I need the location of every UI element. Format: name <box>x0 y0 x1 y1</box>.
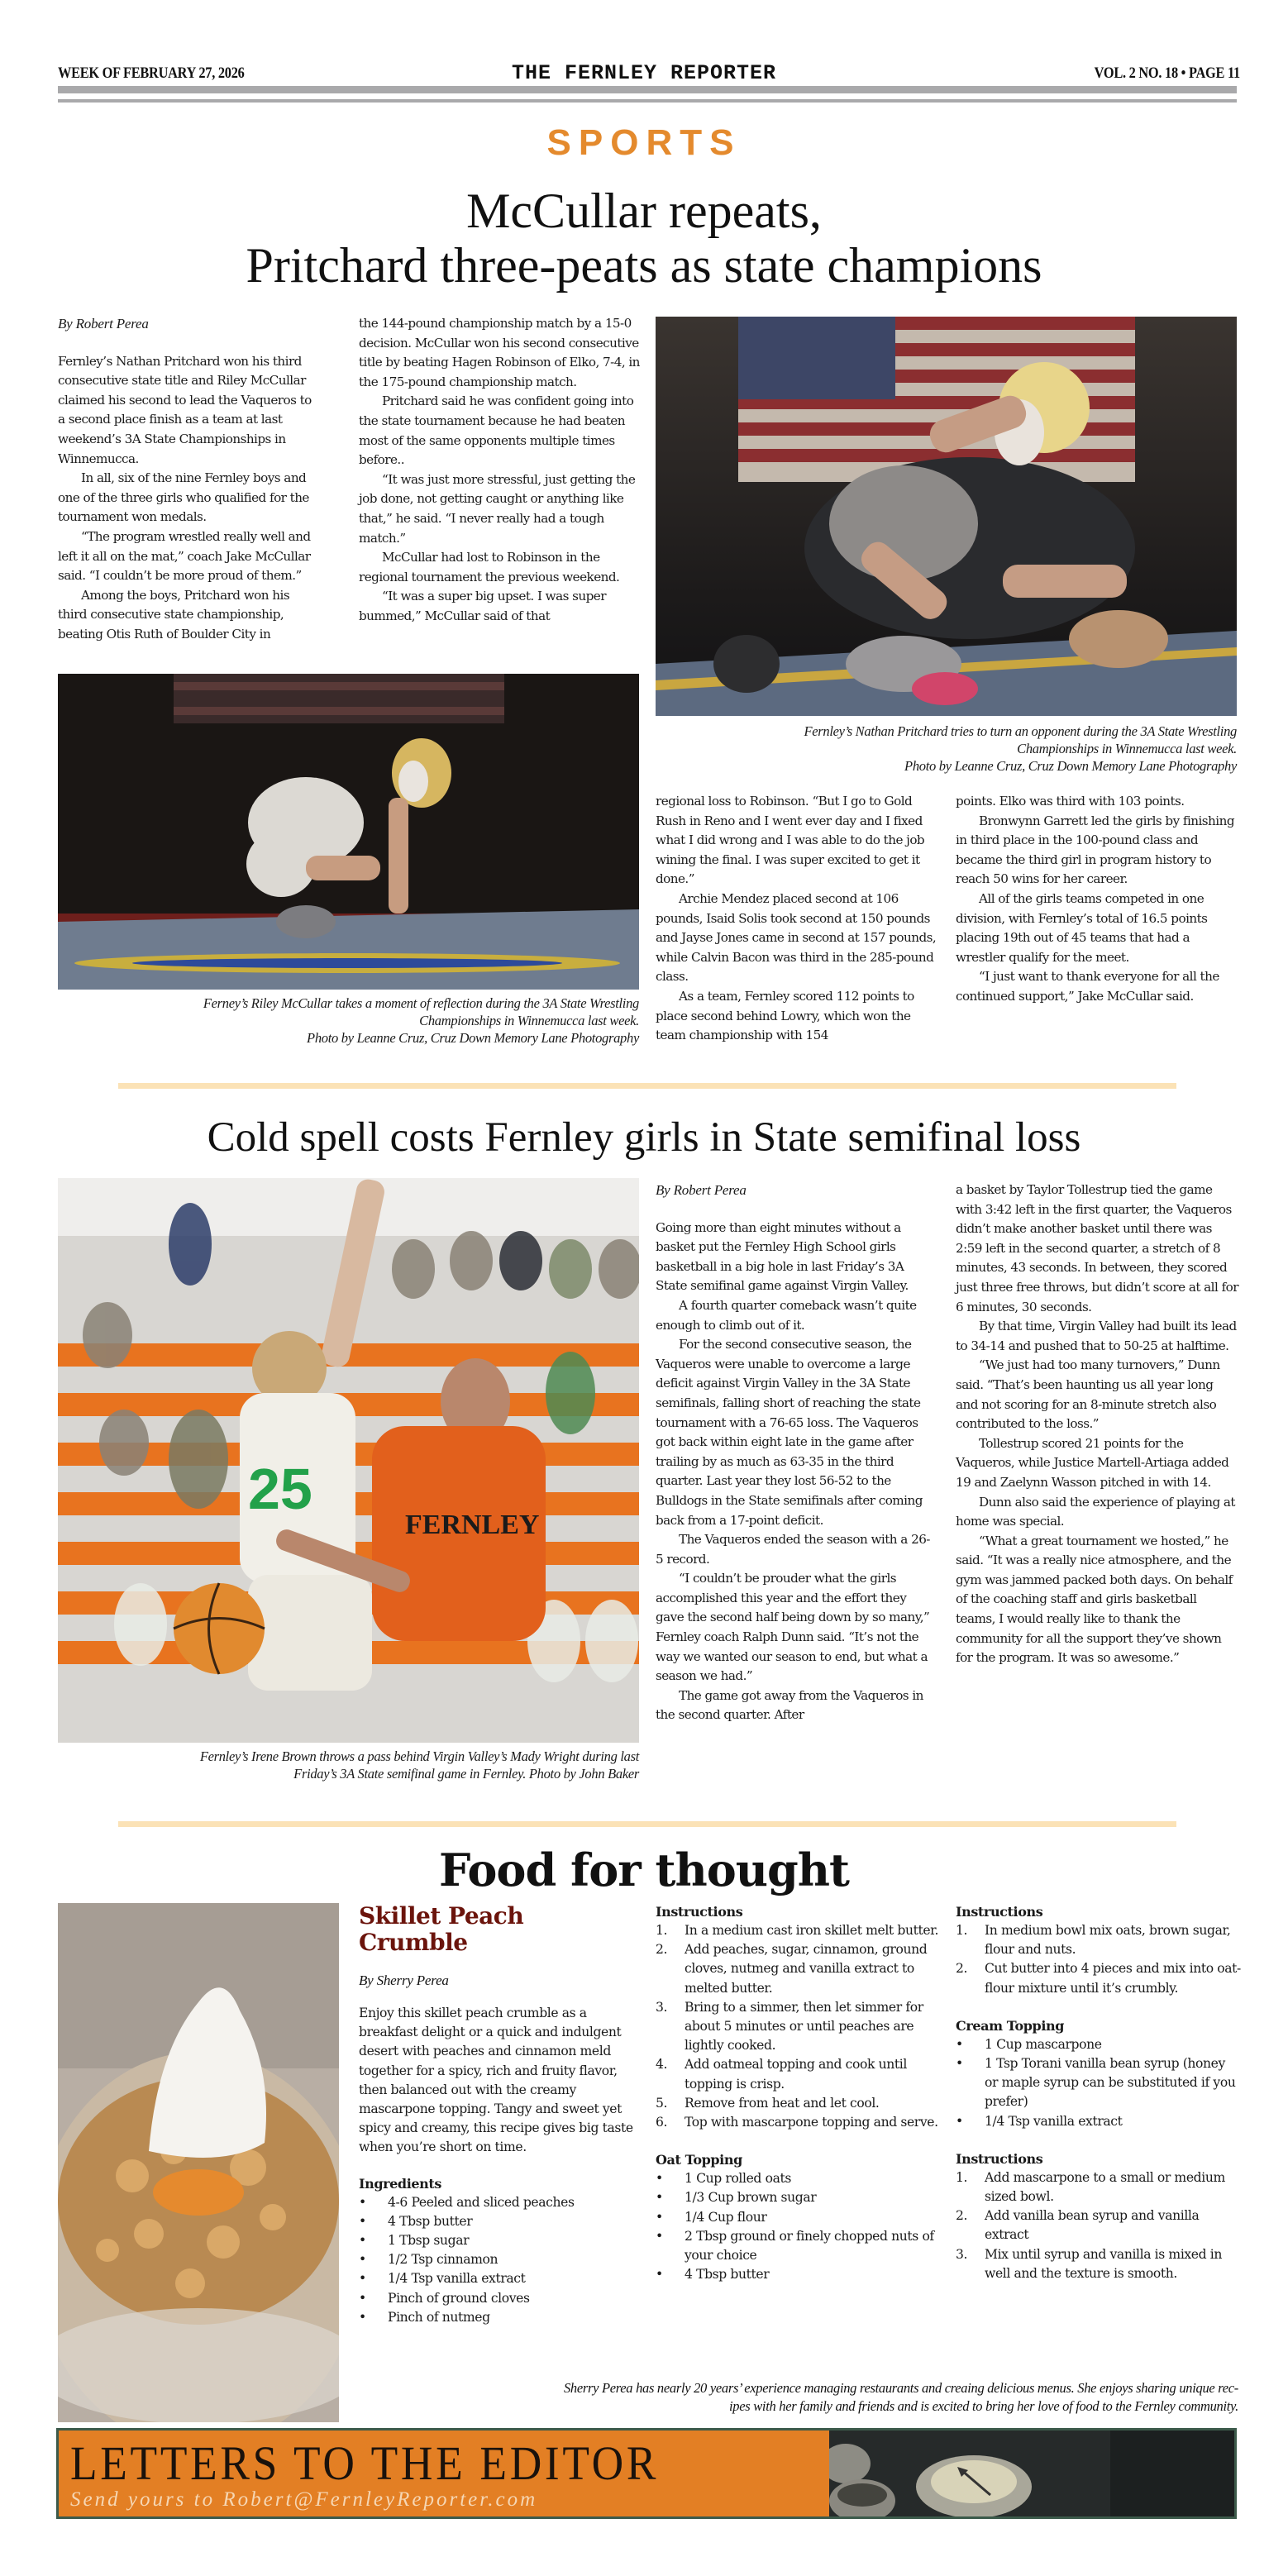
paragraph: As a team, Fernley scored 112 points to place second behind Lowry, which won the team championship with 154 <box>656 988 914 1043</box>
oat-item-text: 4 Tbsp butter <box>685 2267 770 2283</box>
paragraph: points. Elko was third with 103 points. <box>956 794 1185 809</box>
typewriter-keys-image <box>829 2431 1234 2516</box>
bullet-icon: • <box>359 2309 366 2325</box>
step-text: Mix until syrup and vanilla is mixed in well and the texture is smooth. <box>985 2246 1222 2281</box>
paragraph: Fernley’s Nathan Pritchard won his third consecutive state title and Riley McCullar claimed his second to lead the Vaqueros to a second place finish as a team at last weekend’s 3A State Championships in Winnemucca. <box>58 353 312 466</box>
cream-item <box>956 2112 1241 2131</box>
recipe-title-line: Crumble <box>359 1929 468 1956</box>
instructions-list <box>656 1921 941 2132</box>
article-column-2 <box>956 1181 1238 1668</box>
byline: By Robert Perea <box>656 1182 747 1198</box>
byline: By Sherry Perea <box>359 1973 449 1988</box>
bullet-icon: • <box>656 2267 663 2283</box>
paragraph: “What a great tournament we hosted,” he said. “It was a really nice atmosphere, and the gym was jammed packed both days. On behalf of the coaching staff and girls basketball teams, I would really like to thank the community for all the support they’ve shown for the program. It was so awesome.” <box>956 1533 1233 1666</box>
bullet-icon: • <box>656 2190 663 2206</box>
paragraph: The Vaqueros ended the season with a 26-5 record. <box>656 1532 930 1567</box>
oat-item <box>656 2188 941 2207</box>
ingredients-heading: Ingredients <box>359 2175 441 2192</box>
recipe-title-line: Skillet Peach <box>359 1902 524 1930</box>
instruction-step <box>956 2168 1241 2206</box>
instruction-step <box>656 2055 941 2093</box>
bullet-icon: • <box>359 2194 366 2210</box>
step-text: Cut butter into 4 pieces and mix into oat-flour mixture until it’s crumbly. <box>985 1961 1241 1996</box>
caption-line: Championships in Winnemucca last week. <box>1017 741 1237 756</box>
step-text: In a medium cast iron skillet melt butter. <box>685 1923 939 1938</box>
paragraph: “It was a super big upset. I was super bummed,” McCullar said of that <box>359 589 606 623</box>
recipe-intro: Enjoy this skillet peach crumble as a breakfast delight or a quick and indulgent desert with peaches and cinnamon meld together for a spicy, rich and fruity flavor, then balanced out with the creamy mascarpone topping. Tangy and sweet yet spicy and creamy, this recipe gives big taste when you’re short on time. <box>359 2006 633 2155</box>
ingredient-text: 4-6 Peeled and sliced peaches <box>388 2194 575 2210</box>
paragraph: “The program wrestled really well and left it all on the mat,” coach Jake McCullar said. “I couldn’t be more proud of them.” <box>58 528 311 584</box>
oat-item <box>656 2169 941 2188</box>
bullet-icon: • <box>359 2252 366 2268</box>
paragraph: a basket by Taylor Tollestrup tied the game with 3:42 left in the first quarter, the Vaqueros didn’t make another basket until there was 2:59 left in the second quarter, a stretch of 8 minutes, 43 seconds. In between, they scored just three free throws, but didn’t score at all for 6 minutes, 30 seconds. <box>956 1182 1238 1314</box>
oat-item <box>656 2265 941 2284</box>
step-number: 3. <box>656 1999 668 2015</box>
instruction-step <box>656 1940 941 1998</box>
step-number: 2. <box>956 1961 968 1977</box>
paragraph: “I couldn’t be prouder what the girls accomplished this year and the effort they gave the second half being down by so many,” Fernley coach Ralph Dunn said. “It’s not the way we wanted our season to end, but what a season we had.” <box>656 1571 930 1684</box>
step-number: 1. <box>656 1923 668 1938</box>
bullet-icon: • <box>359 2290 366 2306</box>
step-number: 2. <box>956 2208 968 2224</box>
ingredient-text: Pinch of ground cloves <box>388 2290 530 2306</box>
paragraph: All of the girls teams competed in one division, with Fernley’s total of 16.5 points placing 19th out of 45 teams that had a wrestler qualify for the meet. <box>956 890 1208 965</box>
paragraph: A fourth quarter comeback wasn’t quite enough to climb out of it. <box>656 1297 917 1333</box>
ingredient-item <box>359 2250 640 2269</box>
step-number: 5. <box>656 2095 668 2111</box>
recipe-column-1 <box>359 1903 640 2327</box>
ingredient-item <box>359 2193 640 2212</box>
article-column-2 <box>359 314 640 627</box>
recipe-column-3 <box>956 1902 1241 2283</box>
banner-title: LETTERS TO THE EDITOR <box>70 2436 660 2490</box>
photo-basketball <box>58 1178 639 1743</box>
step-text: Bring to a simmer, then let simmer for about 5 minutes or until peaches are lightly cooked. <box>685 1999 923 2054</box>
paragraph: Bronwynn Garrett led the girls by finishing in third place in the 100-pound class and became the third girl in program history to reach 50 wins for her career. <box>956 813 1234 887</box>
reflection-photo-image <box>58 674 639 990</box>
recipe-column-2 <box>656 1902 941 2284</box>
masthead-rule-thin <box>58 99 1237 103</box>
cream-item-text: 1/4 Tsp vanilla extract <box>985 2113 1123 2129</box>
issue-date: WEEK OF FEBRUARY 27, 2026 <box>58 64 245 82</box>
headline-line-1: McCullar repeats, <box>466 184 822 238</box>
step-text: Top with mascarpone topping and serve. <box>685 2115 938 2130</box>
caption-line: Photo by Leanne Cruz, Cruz Down Memory Lane Photography <box>307 1030 639 1046</box>
paragraph: Archie Mendez placed second at 106 pounds, Isaid Solis took second at 150 pounds and Jayse Jones came in second at 157 pounds, while Calvin Bacon was third in the 285-pound class. <box>656 890 937 985</box>
paragraph: Pritchard said he was confident going into the state tournament because he had beaten most of the same opponents multiple times before.. <box>359 394 634 468</box>
bullet-icon: • <box>656 2228 663 2244</box>
step-number: 4. <box>656 2057 668 2073</box>
article-column-1 <box>58 314 321 645</box>
masthead-rule-thick <box>58 86 1237 93</box>
author-bio <box>359 2379 1238 2416</box>
paragraph: Dunn also said the experience of playing at home was special. <box>956 1494 1235 1529</box>
paragraph: “It was just more stressful, just getting the job done, not getting caught or anything like that,” he said. “I never really had a tough match.” <box>359 471 636 546</box>
oat-item <box>656 2227 941 2265</box>
step-text: Remove from heat and let cool. <box>685 2095 880 2111</box>
caption-line: Championships in Winnemucca last week. <box>419 1013 639 1028</box>
cream-instructions-heading: Instructions <box>956 2150 1043 2167</box>
bullet-icon: • <box>359 2233 366 2249</box>
paragraph: regional loss to Robinson. “But I go to Gold Rush in Reno and I went ever day and I fixed what I did wrong and I was able to do the job wining the final. I was super excited to get it done.” <box>656 794 925 887</box>
ingredient-text: 1/2 Tsp cinnamon <box>388 2252 499 2268</box>
oat-topping-heading: Oat Topping <box>656 2152 742 2168</box>
wrestling-photo-image <box>656 317 1237 716</box>
instruction-step <box>656 1998 941 2056</box>
caption-line: Photo by Leanne Cruz, Cruz Down Memory Lane Photography <box>904 758 1237 774</box>
paragraph: “We just had too many turnovers,” Dunn said. “That’s been haunting us all year long and not scoring for an 8-minute stretch also contributed to the loss.” <box>956 1357 1220 1432</box>
cream-topping-list <box>956 2035 1241 2131</box>
instruction-step <box>956 1921 1241 1959</box>
step-number: 1. <box>956 1923 968 1938</box>
cream-instructions-list <box>956 2168 1241 2283</box>
cream-topping-heading: Cream Topping <box>956 2017 1065 2034</box>
ingredient-text: Pinch of nutmeg <box>388 2309 490 2325</box>
oat-item-text: 1/4 Cup flour <box>685 2209 767 2225</box>
paper-name: THE FERNLEY REPORTER <box>511 61 777 85</box>
paragraph: “I just want to thank everyone for all the continued support,” Jake McCullar said. <box>956 969 1219 1004</box>
ingredient-item <box>359 2308 640 2327</box>
paragraph: By that time, Virgin Valley had built its lead to 34-14 and pushed that to 50-25 at halftime. <box>956 1319 1237 1353</box>
letters-to-editor-banner <box>56 2428 1237 2519</box>
caption-line: Friday’s 3A State semifinal game in Fernley. Photo by John Baker <box>293 1766 639 1782</box>
cream-item <box>956 2054 1241 2112</box>
section-label: SPORTS <box>546 122 742 163</box>
article-column-3 <box>656 792 937 1046</box>
bullet-icon: • <box>956 2113 963 2129</box>
food-headline: Food for thought <box>439 1844 849 1896</box>
paragraph: Among the boys, Pritchard won his third consecutive state championship, beating Otis Ruth of Boulder City in <box>58 587 290 642</box>
ingredient-text: 1/4 Tsp vanilla extract <box>388 2271 526 2287</box>
photo-caption-mccullar <box>58 995 639 1047</box>
ingredients-list <box>359 2193 640 2327</box>
svg-text:FERNLEY: FERNLEY <box>405 1510 540 1540</box>
article-headline <box>0 184 1288 293</box>
caption-line: Fernley’s Nathan Pritchard tries to turn an opponent during the 3A State Wrestling <box>804 723 1237 739</box>
bio-line: ipes with her family and friends and is excited to bring her love of food to the Fernley community. <box>729 2398 1238 2414</box>
instructions-heading: Instructions <box>656 1904 743 1920</box>
bullet-icon: • <box>656 2209 663 2225</box>
bullet-icon: • <box>359 2271 366 2287</box>
banner-email-link[interactable]: Send yours to Robert@FernleyReporter.com <box>70 2488 538 2511</box>
oat-item <box>656 2208 941 2227</box>
cream-item <box>956 2035 1241 2054</box>
step-number: 2. <box>656 1942 668 1958</box>
oat-instructions-list <box>956 1921 1241 1998</box>
photo-caption-basketball <box>58 1748 639 1782</box>
bullet-icon: • <box>956 2036 963 2052</box>
svg-text:25: 25 <box>248 1457 312 1521</box>
oat-item-text: 1/3 Cup brown sugar <box>685 2190 817 2206</box>
instruction-step <box>656 2113 941 2132</box>
section-divider <box>118 1083 1176 1089</box>
photo-mccullar-reflection <box>58 674 639 990</box>
article-headline: Cold spell costs Fernley girls in State semifinal loss <box>207 1114 1081 1161</box>
cream-item-text: 1 Tsp Torani vanilla bean syrup (honey or maple syrup can be substituted if you prefer) <box>985 2056 1236 2110</box>
instruction-step <box>956 1959 1241 1997</box>
paragraph: In all, six of the nine Fernley boys and one of the three girls who qualified for the tournament won medals. <box>58 470 309 525</box>
step-text: Add peaches, sugar, cinnamon, ground cloves, nutmeg and vanilla extract to melted butter. <box>685 1942 928 1996</box>
paragraph: McCullar had lost to Robinson in the regional tournament the previous weekend. <box>359 550 620 584</box>
basketball-photo-image <box>58 1178 639 1743</box>
instruction-step <box>656 2094 941 2113</box>
paragraph: Going more than eight minutes without a basket put the Fernley High School girls basketball in a big hole in last Friday’s 3A State semifinal game against Virgin Valley. <box>656 1219 909 1294</box>
paragraph: The game got away from the Vaqueros in the second quarter. After <box>656 1687 923 1723</box>
headline-line-2: Pritchard three-peats as state champions <box>246 238 1042 293</box>
step-text: Add vanilla bean syrup and vanilla extract <box>985 2208 1200 2243</box>
step-number: 1. <box>956 2169 968 2185</box>
cream-item-text: 1 Cup mascarpone <box>985 2036 1102 2052</box>
ingredient-item <box>359 2269 640 2288</box>
step-number: 6. <box>656 2115 668 2130</box>
paragraph: Tollestrup scored 21 points for the Vaqueros, while Justice Martell-Artiaga added 19 and Zaelynn Wasson pitched in with 14. <box>956 1435 1229 1490</box>
step-number: 3. <box>956 2246 968 2262</box>
article-column-1 <box>656 1181 937 1725</box>
bio-line: Sherry Perea has nearly 20 years’ experience managing restaurants and creaing delicious menus. She enjoys sharing unique rec- <box>563 2380 1238 2396</box>
step-text: In medium bowl mix oats, brown sugar, flour and nuts. <box>985 1923 1231 1958</box>
ingredient-item <box>359 2212 640 2231</box>
ingredient-item <box>359 2231 640 2250</box>
ingredient-item <box>359 2289 640 2308</box>
ingredient-text: 1 Tbsp sugar <box>388 2233 470 2249</box>
oat-item-text: 1 Cup rolled oats <box>685 2171 791 2187</box>
ingredients-block <box>359 2174 640 2327</box>
article-column-4 <box>956 792 1238 1007</box>
bullet-icon: • <box>956 2056 963 2072</box>
instruction-step <box>956 2206 1241 2244</box>
paragraph: For the second consecutive season, the Vaqueros were unable to overcome a large deficit against Virgin Valley in the 3A State semifinals, falling short of reaching the state tournament with a 76-65 loss. The Vaqueros got back within eight late in the game after trailing by as much as 63-35 in the third quarter. Last year they lost 56-52 to the Bulldogs in the State semifinals after coming back from a 17-point deficit. <box>656 1337 923 1528</box>
instruction-step <box>956 2245 1241 2283</box>
byline: By Robert Perea <box>58 316 149 332</box>
bullet-icon: • <box>359 2213 366 2229</box>
photo-peach-crumble <box>58 1903 339 2422</box>
section-divider <box>118 1821 1176 1827</box>
oat-topping-list <box>656 2169 941 2284</box>
caption-line: Fernley’s Irene Brown throws a pass behind Virgin Valley’s Mady Wright during last <box>199 1748 639 1764</box>
photo-pritchard-wrestling <box>656 317 1237 716</box>
step-text: Add mascarpone to a small or medium sized bowl. <box>985 2169 1225 2205</box>
step-text: Add oatmeal topping and cook until topping is crisp. <box>685 2057 907 2092</box>
issue-number: VOL. 2 NO. 18 • PAGE 11 <box>1094 64 1240 82</box>
paragraph: the 144-pound championship match by a 15-0 decision. McCullar won his second consecutive title by beating Hagen Robinson of Elko, 7-4, in the 175-pound championship match. <box>359 316 640 389</box>
bullet-icon: • <box>656 2171 663 2187</box>
oat-item-text: 2 Tbsp ground or finely chopped nuts of your choice <box>685 2228 934 2264</box>
ingredient-text: 4 Tbsp butter <box>388 2213 473 2229</box>
instruction-step <box>656 1921 941 1940</box>
crumble-photo-image <box>58 1903 339 2422</box>
recipe-title <box>359 1903 640 1956</box>
caption-line: Ferney’s Riley McCullar takes a moment of reflection during the 3A State Wrestling <box>203 995 639 1011</box>
photo-caption-pritchard <box>656 723 1237 775</box>
oat-instructions-heading: Instructions <box>956 1904 1043 1920</box>
